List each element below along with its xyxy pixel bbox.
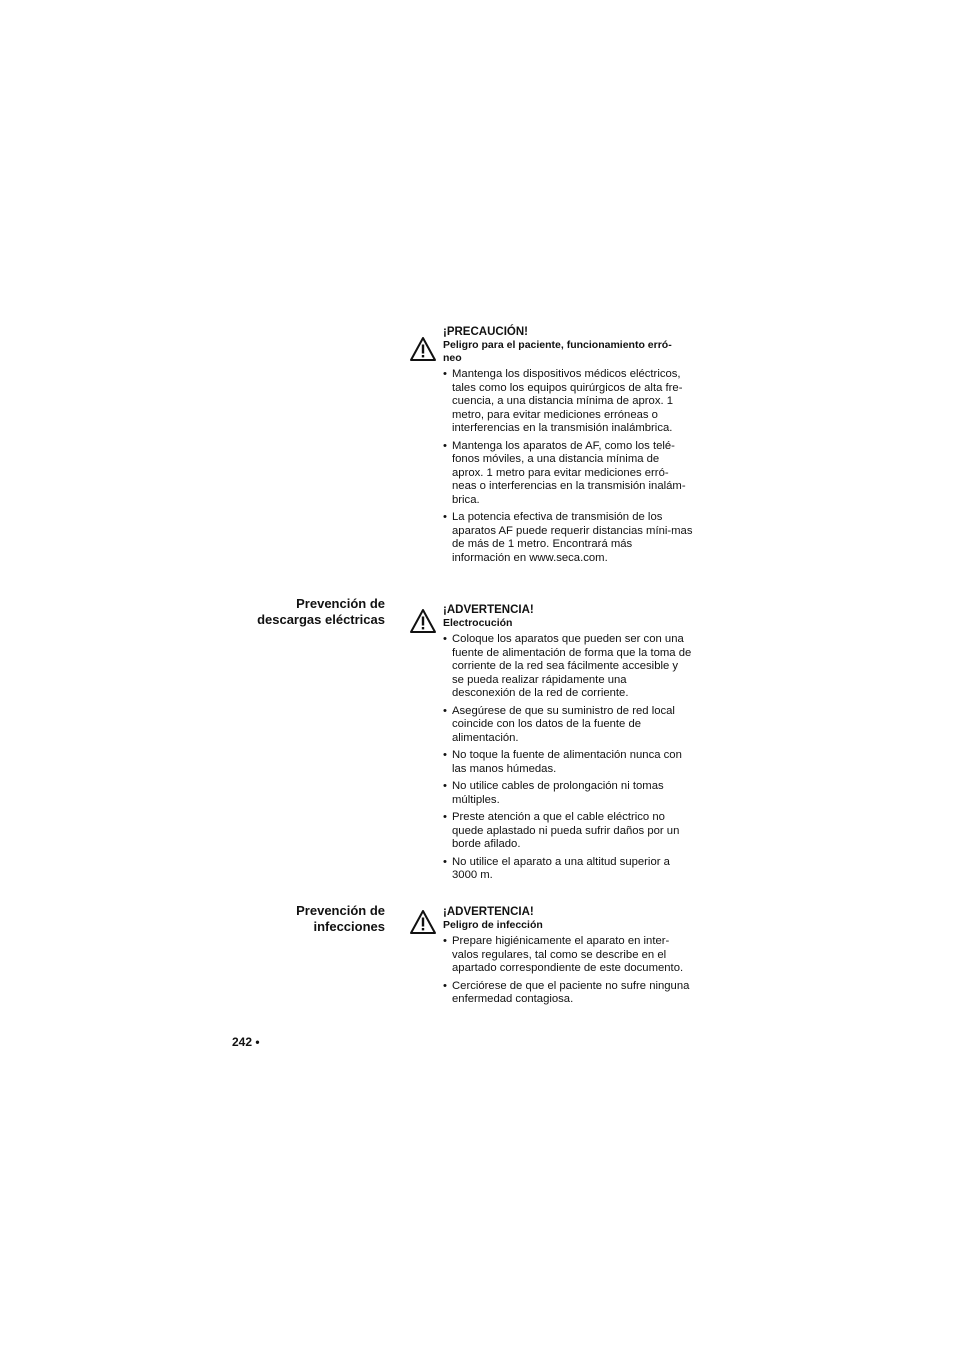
precaution-label: ¡PRECAUCIÓN! [443,326,528,338]
warning-list [443,633,693,883]
precaution-subtitle: Peligro para el paciente, funcionamiento erró- neo [443,339,672,364]
section-heading: Prevención de infecciones [296,903,385,934]
warning-subtitle: Electrocución [443,617,513,629]
list-item: • Cerciórese de que el paciente no sufre ninguna enfermedad contagiosa. [443,980,693,1007]
warning-triangle-icon [409,608,437,634]
section-heading: Prevención de descargas eléctricas [257,596,385,627]
list-item: • Asegúrese de que su suministro de red local coincide con los datos de la fuente de alimentación. [443,705,693,746]
warning-label: ¡ADVERTENCIA! [443,604,534,616]
list-item: • Mantenga los dispositivos médicos eléctricos, tales como los equipos quirúrgicos de alta fre-cuencia, a una distancia mínima de aprox. 1 metro, para evitar mediciones erróneas o interferencias en la transmisión inalámbrica. [443,368,693,436]
warning-triangle-icon [409,336,437,362]
infection-body [443,905,693,1011]
list-item: • Prepare higiénicamente el aparato en inter-valos regulares, tal como se describe en el apartado correspondiente de este documento. [443,935,693,976]
list-item: • Mantenga los aparatos de AF, como los telé-fonos móviles, a una distancia mínima de aprox. 1 metro para evitar mediciones erró-neas o interferencias en la transmisión inalám-brica. [443,440,693,508]
warning-label: ¡ADVERTENCIA! [443,906,534,918]
warning-list [443,935,693,1007]
precaution-list [443,368,693,565]
list-item: • Preste atención a que el cable eléctrico no quede aplastado ni pueda sufrir daños por un borde afilado. [443,811,693,852]
warning-triangle-icon [409,909,437,935]
electric-shock-body [443,603,693,887]
list-item: • No toque la fuente de alimentación nunca con las manos húmedas. [443,749,693,776]
list-item: • Coloque los aparatos que pueden ser con una fuente de alimentación de forma que la toma de corriente de la red sea fácilmente accesible y se pueda realizar rápidamente una desconexión de la red de corriente. [443,633,693,701]
page-number: 242 • [232,1035,260,1049]
list-item: • No utilice el aparato a una altitud superior a 3000 m. [443,856,693,883]
list-item: • La potencia efectiva de transmisión de los aparatos AF puede requerir distancias míni-mas de más de 1 metro. Encontrará más información en www.seca.com. [443,511,693,565]
warning-subtitle: Peligro de infección [443,919,543,931]
list-item: • No utilice cables de prolongación ni tomas múltiples. [443,780,693,807]
precaution-body [443,325,693,569]
